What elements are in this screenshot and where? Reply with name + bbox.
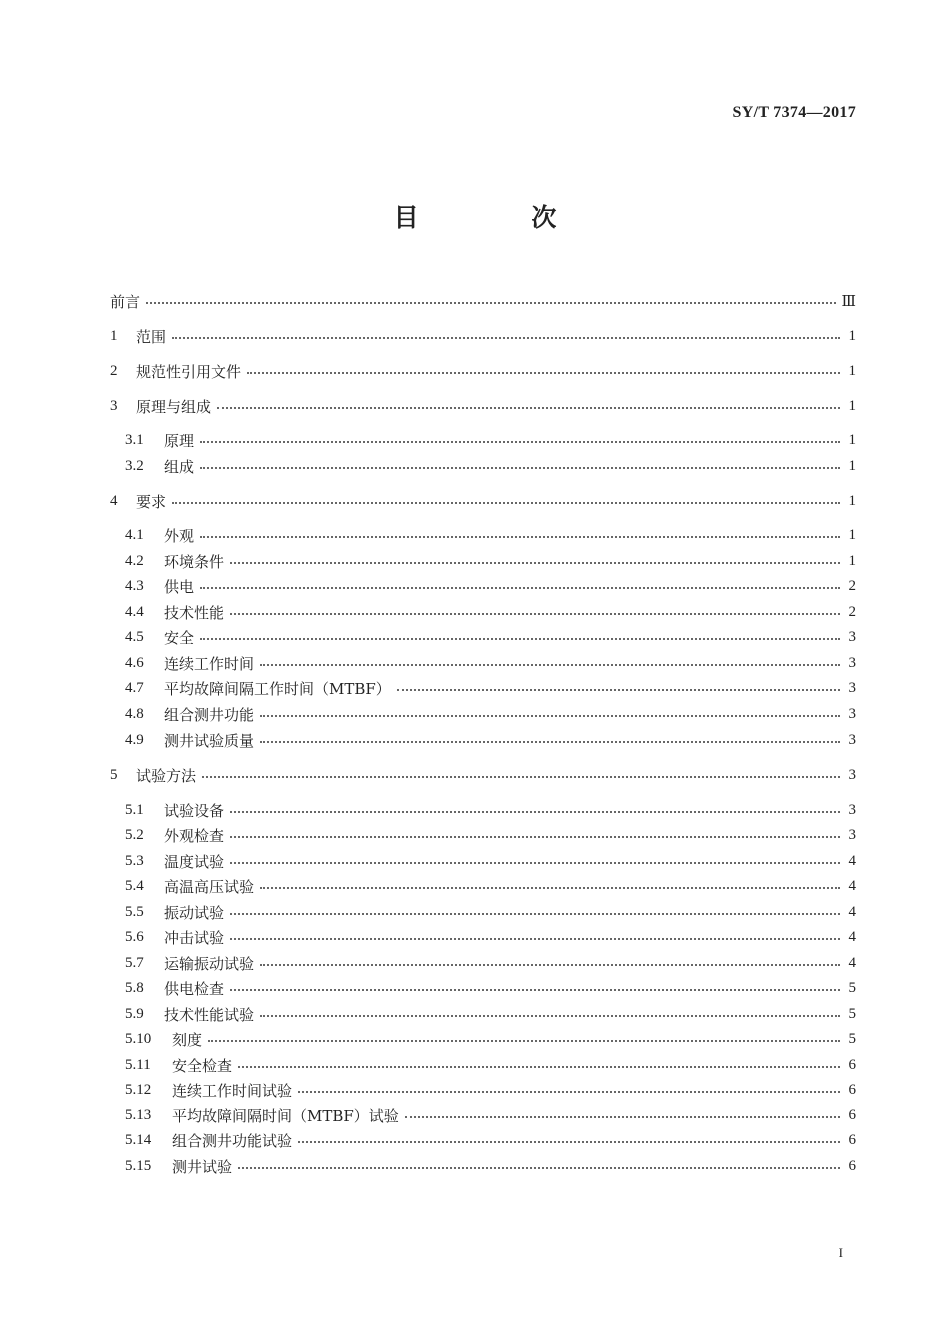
dot-leader [230, 989, 840, 991]
toc-entry[interactable] [125, 429, 856, 451]
toc-entry-number: 5.7 [125, 954, 144, 971]
toc-entry-label: 运输振动试验 [164, 954, 255, 973]
toc-entry-number: 4 [110, 492, 118, 509]
dot-leader [260, 887, 840, 889]
toc-entry-number: 5.12 [125, 1081, 152, 1098]
toc-entry-label: 测井试验质量 [164, 731, 255, 750]
toc-entry-page: 3 [848, 766, 856, 783]
dot-leader [230, 862, 840, 864]
toc-entry-label: 原理 [164, 431, 195, 450]
toc-entry-label: 平均故障间隔工作时间（MTBF） [164, 679, 391, 698]
dot-leader [172, 337, 840, 339]
toc-entry-number: 5.13 [125, 1106, 152, 1123]
toc-entry[interactable] [125, 875, 856, 897]
toc-entry-label: 技术性能试验 [164, 1005, 255, 1024]
toc-entry[interactable] [125, 703, 856, 725]
toc-entry-label: 外观 [164, 526, 195, 545]
toc-entry-page: 1 [848, 457, 856, 474]
toc-entry[interactable] [110, 764, 856, 786]
toc-entry-page: 3 [848, 731, 856, 748]
toc-entry[interactable] [125, 977, 856, 999]
toc-entry-label: 规范性引用文件 [136, 362, 242, 381]
toc-entry[interactable] [125, 824, 856, 846]
toc-entry[interactable] [125, 601, 856, 623]
toc-entry-page: 5 [848, 1005, 856, 1022]
dot-leader [238, 1066, 840, 1068]
toc-entry[interactable] [125, 926, 856, 948]
toc-entry-page: 3 [848, 654, 856, 671]
toc-entry-page: 3 [848, 628, 856, 645]
toc-entry-label: 测井试验 [172, 1157, 233, 1176]
page-title: 目 次 [393, 203, 609, 232]
toc-entry[interactable] [110, 325, 856, 347]
toc-entry-page: 4 [848, 852, 856, 869]
toc-entry-label: 刻度 [172, 1030, 203, 1049]
dot-leader [230, 811, 840, 813]
toc-entry[interactable] [125, 1054, 856, 1076]
toc-entry[interactable] [110, 360, 856, 382]
toc-entry[interactable] [110, 290, 856, 312]
dot-leader [260, 664, 840, 666]
toc-entry-number: 4.1 [125, 526, 144, 543]
toc-entry-number: 5.14 [125, 1131, 152, 1148]
toc-entry-label: 安全 [164, 628, 195, 647]
toc-entry-page: 6 [848, 1157, 856, 1174]
toc-entry-label: 要求 [136, 492, 167, 511]
toc-entry-label: 连续工作时间试验 [172, 1081, 293, 1100]
toc-entry-number: 5.9 [125, 1005, 144, 1022]
toc-entry-label: 连续工作时间 [164, 654, 255, 673]
toc-entry-number: 5 [110, 766, 118, 783]
toc-entry-page: 4 [848, 903, 856, 920]
toc-entry-label: 温度试验 [164, 852, 225, 871]
toc-entry-number: 4.5 [125, 628, 144, 645]
toc-entry[interactable] [125, 524, 856, 546]
dot-leader [200, 587, 840, 589]
toc-entry-number: 5.1 [125, 801, 144, 818]
toc-entry-label: 试验设备 [164, 801, 225, 820]
toc-entry-label: 组合测井功能 [164, 705, 255, 724]
dot-leader [208, 1040, 840, 1042]
toc-entry-page: 6 [848, 1131, 856, 1148]
toc-entry-page: 4 [848, 954, 856, 971]
toc-entry-number: 2 [110, 362, 118, 379]
toc-entry-number: 1 [110, 327, 118, 344]
toc-entry-page: 1 [848, 397, 856, 414]
toc-entry[interactable] [125, 1079, 856, 1101]
toc-entry-number: 5.15 [125, 1157, 152, 1174]
toc-entry-label: 原理与组成 [136, 397, 212, 416]
toc-entry-number: 5.6 [125, 928, 144, 945]
toc-entry-page: 2 [848, 577, 856, 594]
toc-entry-label: 技术性能 [164, 603, 225, 622]
dot-leader [146, 302, 836, 304]
toc-entry[interactable] [125, 1155, 856, 1177]
dot-leader [260, 1015, 840, 1017]
toc-entry-label: 外观检查 [164, 826, 225, 845]
toc-entry[interactable] [110, 490, 856, 512]
toc-entry-label: 供电检查 [164, 979, 225, 998]
toc-entry-page: 6 [848, 1106, 856, 1123]
toc-entry-number: 3 [110, 397, 118, 414]
toc-entry-number: 5.11 [125, 1056, 151, 1073]
toc-entry-page: 1 [848, 431, 856, 448]
toc-entry-label: 前言 [110, 292, 141, 311]
dot-leader [405, 1116, 840, 1118]
toc-entry[interactable] [125, 901, 856, 923]
toc-entry-label: 安全检查 [172, 1056, 233, 1075]
toc-entry-number: 4.4 [125, 603, 144, 620]
toc-entry-label: 平均故障间隔时间（MTBF）试验 [172, 1106, 399, 1125]
dot-leader [200, 441, 840, 443]
toc-entry[interactable] [125, 799, 856, 821]
toc-entry[interactable] [125, 952, 856, 974]
toc-entry-number: 3.2 [125, 457, 144, 474]
toc-entry-page: 1 [848, 362, 856, 379]
toc-entry-label: 组合测井功能试验 [172, 1131, 293, 1150]
toc-entry-number: 5.8 [125, 979, 144, 996]
toc-entry-label: 组成 [164, 457, 195, 476]
toc-entry-label: 高温高压试验 [164, 877, 255, 896]
toc-entry[interactable] [125, 1003, 856, 1025]
dot-leader [298, 1141, 840, 1143]
toc-entry-page: 3 [848, 801, 856, 818]
toc-entry[interactable] [125, 1028, 856, 1050]
toc-entry-number: 4.6 [125, 654, 144, 671]
toc-entry-number: 5.4 [125, 877, 144, 894]
toc-entry-page: 1 [848, 552, 856, 569]
toc-entry-label: 范围 [136, 327, 167, 346]
toc-entry-label: 试验方法 [136, 766, 197, 785]
toc-entry[interactable] [125, 575, 856, 597]
dot-leader [230, 913, 840, 915]
toc-entry[interactable] [125, 1104, 856, 1126]
toc-entry-page: 1 [848, 327, 856, 344]
toc-entry-number: 5.5 [125, 903, 144, 920]
dot-leader [260, 741, 840, 743]
toc-entry-page: 3 [848, 679, 856, 696]
toc-entry[interactable] [125, 729, 856, 751]
toc-entry-page: 5 [848, 979, 856, 996]
dot-leader [200, 638, 840, 640]
dot-leader [247, 372, 840, 374]
toc-entry-page: 5 [848, 1030, 856, 1047]
toc-entry[interactable] [125, 455, 856, 477]
dot-leader [298, 1091, 840, 1093]
toc-entry-number: 4.3 [125, 577, 144, 594]
toc-entry-number: 4.8 [125, 705, 144, 722]
dot-leader [200, 536, 840, 538]
toc-entry-page: Ⅲ [841, 293, 856, 310]
toc-entry[interactable] [125, 850, 856, 872]
toc-entry[interactable] [125, 550, 856, 572]
toc-entry-label: 环境条件 [164, 552, 225, 571]
dot-leader [217, 407, 840, 409]
dot-leader [200, 467, 840, 469]
toc-entry-number: 4.7 [125, 679, 144, 696]
dot-leader [230, 938, 840, 940]
dot-leader [230, 562, 840, 564]
dot-leader [230, 613, 840, 615]
page-number: I [838, 1245, 843, 1260]
toc-entry-page: 3 [848, 705, 856, 722]
toc-entry[interactable] [125, 677, 856, 699]
toc-entry[interactable] [125, 626, 856, 648]
standard-code: SY/T 7374—2017 [732, 104, 856, 121]
toc-entry-number: 4.2 [125, 552, 144, 569]
toc-entry-label: 冲击试验 [164, 928, 225, 947]
dot-leader [172, 502, 840, 504]
toc-entry-page: 1 [848, 526, 856, 543]
toc-entry-page: 1 [848, 492, 856, 509]
toc-entry[interactable] [125, 652, 856, 674]
toc-entry-page: 4 [848, 928, 856, 945]
dot-leader [397, 689, 840, 691]
toc-entry-number: 5.3 [125, 852, 144, 869]
toc-entry-number: 3.1 [125, 431, 144, 448]
dot-leader [202, 776, 840, 778]
toc-entry-page: 3 [848, 826, 856, 843]
toc-entry-number: 4.9 [125, 731, 144, 748]
toc-entry[interactable] [110, 395, 856, 417]
toc-entry[interactable] [125, 1129, 856, 1151]
toc-entry-label: 供电 [164, 577, 195, 596]
toc-entry-page: 6 [848, 1056, 856, 1073]
toc-entry-label: 振动试验 [164, 903, 225, 922]
toc-entry-page: 2 [848, 603, 856, 620]
toc-entry-page: 4 [848, 877, 856, 894]
dot-leader [260, 715, 840, 717]
toc-entry-number: 5.2 [125, 826, 144, 843]
toc-entry-number: 5.10 [125, 1030, 152, 1047]
dot-leader [238, 1167, 840, 1169]
dot-leader [230, 836, 840, 838]
dot-leader [260, 964, 840, 966]
toc-entry-page: 6 [848, 1081, 856, 1098]
